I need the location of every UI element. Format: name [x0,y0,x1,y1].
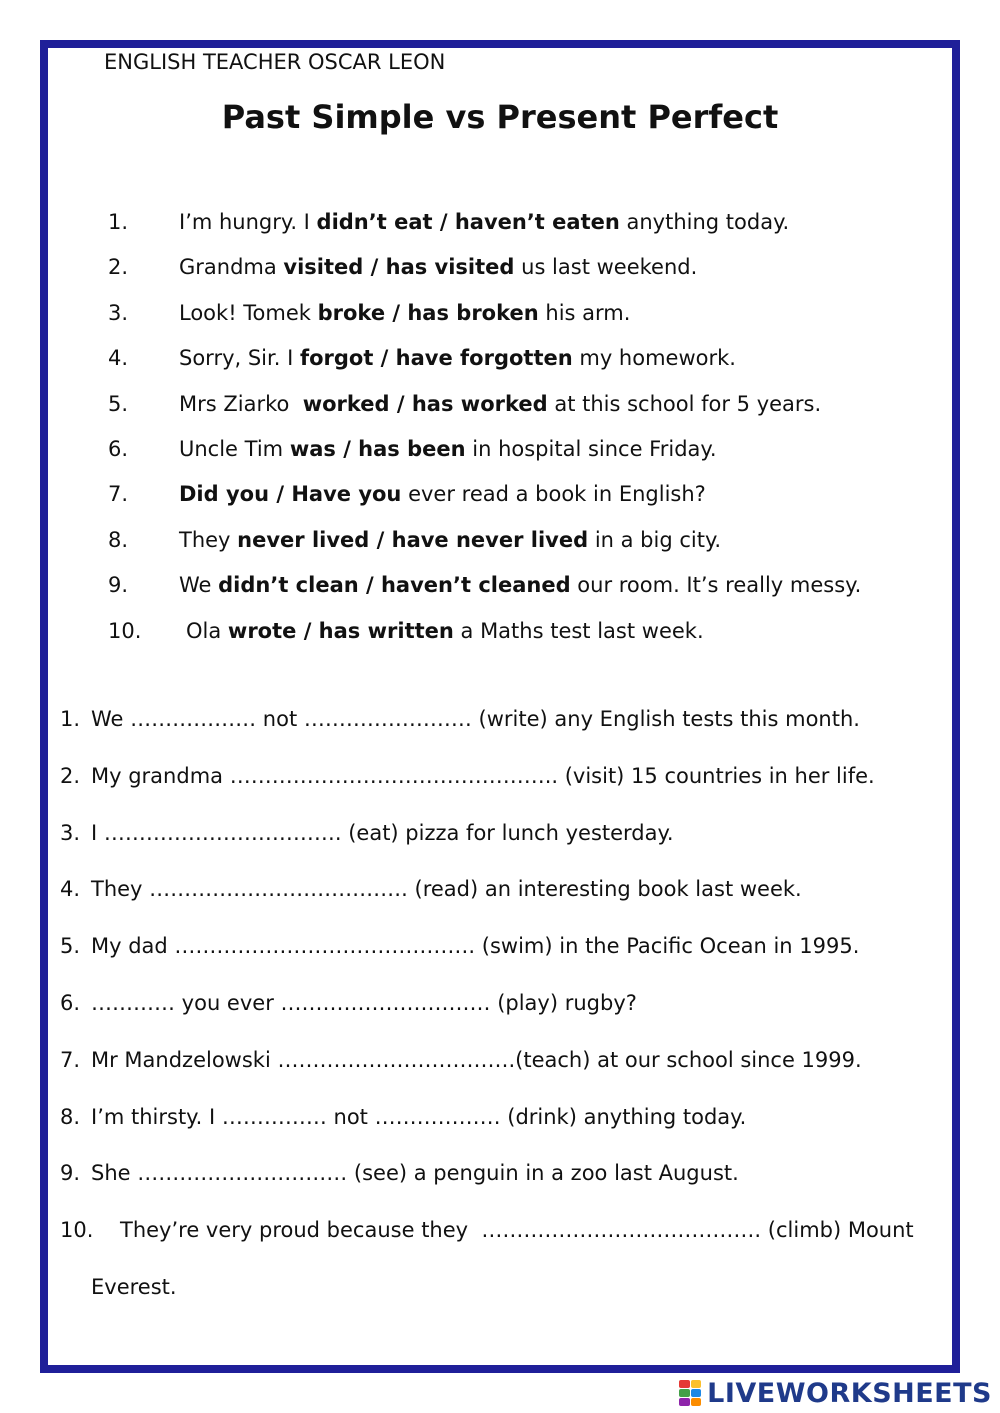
item-sentence: Sorry, Sir. I forgot / have forgotten my homework. [179,346,736,371]
exercise-1-list [0,206,1000,660]
item-number: 7. [60,1047,81,1072]
choice-option[interactable]: wrote / has written [227,618,454,643]
item-number: 7. [108,482,129,507]
item-number: 3. [60,820,81,845]
gap-fill-sentence[interactable]: I ……………………………. (eat) pizza for lunch yesterday. [91,820,674,845]
gap-fill-sentence[interactable]: Mr Mandzelowski …………………………….(teach) at our school since 1999. [91,1047,862,1072]
gap-fill-sentence[interactable]: My dad ……………………………………. (swim) in the Pacific Ocean in 1995. [91,934,860,959]
exercise-1-item [0,615,1000,660]
choice-option[interactable]: Did you / Have you [179,482,402,507]
item-sentence: Mrs Ziarko worked / has worked at this school for 5 years. [179,391,822,416]
item-number: 2. [108,255,129,280]
exercise-2-item [0,872,1000,929]
item-number: 10. [60,1218,94,1243]
choice-option[interactable]: forgot / have forgotten [299,346,573,371]
item-number: 6. [60,990,81,1015]
exercise-1-item [0,206,1000,251]
liveworksheets-brand: LIVEWORKSHEETS [707,1377,992,1409]
gap-fill-sentence[interactable]: ………… you ever ………………………… (play) rugby? [91,990,637,1015]
gap-fill-sentence[interactable]: We ……………… not …………………… (write) any English tests this month. [91,707,860,731]
item-sentence: We didn’t clean / haven’t cleaned our room. It’s really messy. [179,573,862,598]
item-number: 10. [108,618,142,643]
gap-fill-continuation: Everest. [91,1275,177,1300]
exercise-1-item [0,569,1000,614]
page-title: Past Simple vs Present Perfect [221,98,779,136]
gap-fill-sentence[interactable]: They’re very proud because they …………………………………. (climb) Mount [120,1218,914,1243]
gap-fill-sentence[interactable]: They ………………………………. (read) an interesting book last week. [91,877,802,902]
item-sentence: Did you / Have you ever read a book in English? [179,482,706,507]
choice-option[interactable]: broke / has broken [317,300,539,325]
item-number: 8. [60,1104,81,1129]
choice-option[interactable]: was / has been [289,436,466,461]
item-sentence: Grandma visited / has visited us last weekend. [179,255,698,280]
item-number: 9. [60,1161,81,1186]
exercise-2-item [0,986,1000,1043]
exercise-2-item [0,1100,1000,1157]
item-number: 5. [60,934,81,959]
exercise-1-item [0,388,1000,433]
exercise-1-item [0,478,1000,523]
item-number: 3. [108,300,129,325]
choice-option[interactable]: worked / has worked [302,391,548,416]
exercise-1-item [0,251,1000,296]
item-number: 2. [60,763,81,788]
exercise-2-item [0,1156,1000,1213]
item-number: 4. [60,877,81,902]
liveworksheets-icon [679,1380,701,1406]
item-number: 8. [108,527,129,552]
liveworksheets-logo [679,1376,992,1410]
exercise-2-item [0,929,1000,986]
item-sentence: Ola wrote / has written a Maths test last week. [186,618,704,643]
exercise-2-list [0,702,1000,1300]
gap-fill-sentence[interactable]: She ………………………… (see) a penguin in a zoo last August. [91,1161,739,1186]
item-sentence: They never lived / have never lived in a big city. [179,527,722,552]
exercise-1-item [0,297,1000,342]
exercise-1-item [0,524,1000,569]
item-sentence: Look! Tomek broke / has broken his arm. [179,300,631,325]
exercise-1-item [0,433,1000,478]
item-number: 1. [108,210,129,234]
item-sentence: I’m hungry. I didn’t eat / haven’t eaten anything today. [179,210,790,234]
exercise-1-item [0,342,1000,387]
exercise-2-item [0,759,1000,816]
exercise-2-item [0,1043,1000,1100]
exercise-2-item [0,702,1000,759]
exercise-2-item [0,1213,1000,1300]
item-number: 1. [60,707,81,731]
teacher-name: ENGLISH TEACHER OSCAR LEON [104,50,446,74]
choice-option[interactable]: never lived / have never lived [237,527,589,552]
item-number: 4. [108,346,129,371]
gap-fill-sentence[interactable]: My grandma ……………………………………….. (visit) 15 countries in her life. [91,763,875,788]
item-number: 5. [108,391,129,416]
item-sentence: Uncle Tim was / has been in hospital since Friday. [179,436,717,461]
choice-option[interactable]: visited / has visited [283,255,515,280]
choice-option[interactable]: didn’t eat / haven’t eaten [316,210,620,234]
item-number: 9. [108,573,129,598]
gap-fill-sentence[interactable]: I’m thirsty. I …………… not ……………… (drink) anything today. [91,1104,747,1129]
exercise-2-item [0,816,1000,873]
choice-option[interactable]: didn’t clean / haven’t cleaned [218,573,571,598]
item-number: 6. [108,436,129,461]
